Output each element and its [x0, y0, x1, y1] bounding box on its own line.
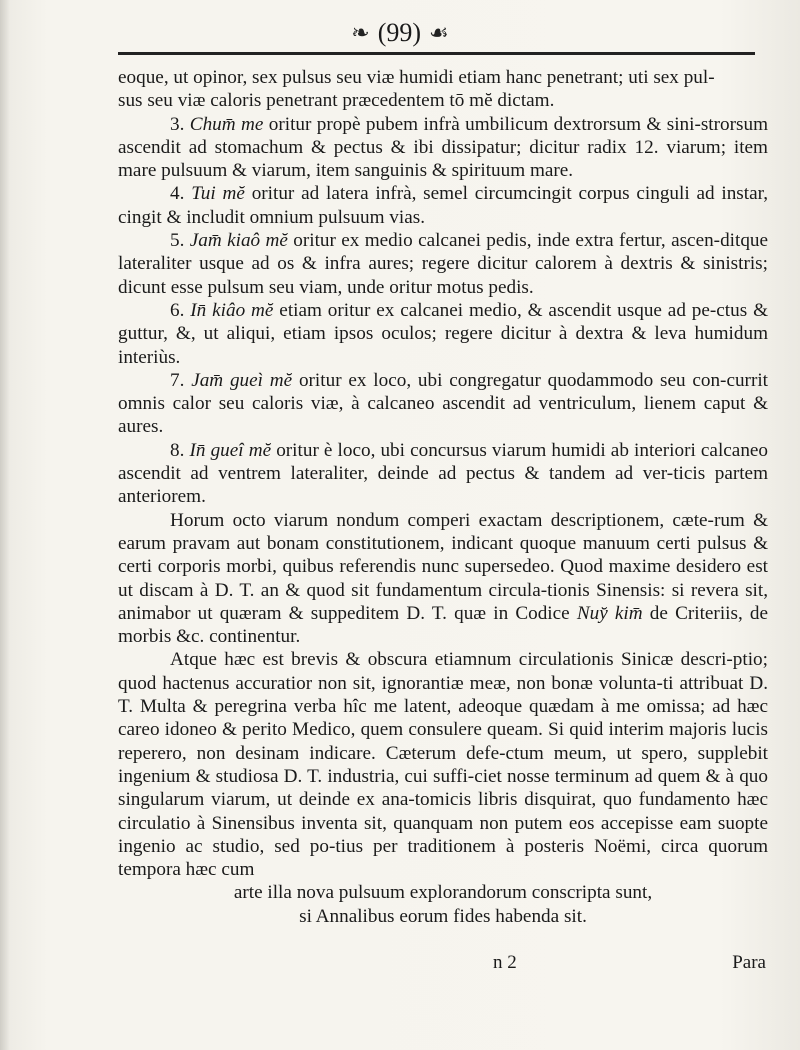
item-number: 7. [170, 369, 185, 391]
term: In̄ kiâo mĕ [190, 299, 274, 321]
page-edge-shadow [0, 0, 10, 1050]
page-header [0, 18, 800, 52]
paragraph-8 [118, 439, 768, 509]
ornament-left-icon: ❧ [351, 20, 370, 45]
paragraph-6 [118, 299, 768, 369]
term: Jam̄ gueì mĕ [191, 369, 293, 391]
page-number: (99) [377, 18, 422, 47]
item-number: 6. [170, 299, 185, 321]
paragraph-9 [118, 509, 768, 649]
paragraph-text: de Criteriis, de morbis &c. continentur. [118, 602, 769, 648]
text-line: sus seu viæ caloris penetrant præcedentem tō mĕ dictam. [118, 90, 555, 112]
paragraph-text: oritur ex loco, ubi congregatur quodammodo seu con-currit omnis calor seu caloris viæ, à calcaneo ascendit ad ventriculum, lienem caput & aures. [118, 369, 768, 438]
paragraph-text: oritur propè pubem infrà umbilicum dextrorsum & sini-strorsum ascendit ad stomachum & pectus & ibi dissipatur; dicitur radix 12. viarum; item mare pulsuum & viarum, item sanguinis & spirituum mare. [118, 113, 768, 182]
paragraph-text: oritur è loco, ubi concursus viarum humidi ab interiori calcaneo ascendit ad ventrem lateraliter, deinde ad pectus & tandem ad ver-ticis partem anteriorem. [118, 439, 769, 508]
paragraph-7 [118, 369, 768, 439]
term: In̄ gueî mĕ [189, 439, 272, 461]
paragraph-text: oritur ad latera infrà, semel circumcingit corpus cinguli ad instar, cingit & includit omnium pulsuum vias. [118, 183, 769, 228]
catchword: Para [732, 952, 766, 973]
body-text [118, 66, 768, 928]
text-line: eoque, ut opinor, sex pulsus seu viæ humidi etiam hanc penetrant; uti sex pul- [118, 67, 715, 88]
item-number: 8. [170, 439, 185, 461]
paragraph-text: oritur ex medio calcanei pedis, inde extra fertur, ascen-ditque lateraliter usque ad os & infra aures; regere dicitur calorem à dextris & sinistris; dicunt esse pulsum seu viam, unde oritur motus pedis. [118, 230, 769, 298]
term: Tui mĕ [191, 183, 245, 205]
item-number: 4. [170, 183, 185, 205]
paragraph-10: Atque hæc est brevis & obscura etiamnum circulationis Sinicæ descri-ptio; quod hactenus accuratior non sit, ignorantiæ meæ, non bonæ volunta-ti attribuat D. T. Multa & peregrina verba hîc me latent, adeoque quædam à me omissa; ad hæc careo idoneo & perito Medico, quem consulere queam. Si quid interim majoris lucis reperero, non desinam indicare. Cæterum defe-ctum meum, ut spero, supplebit ingenium & studiosa D. T. industria, cui suffi-ciet nosse terminum ad quem & à quo singularum viarum, ut deinde ex ana-tomicis libris disquirat, quo fundamento hæc circulatio à Sinensibus inventa sit, quanquam non putem eos accepisse eam suopte ingenio ac studio, sed po-tius per traditionem à posteris Noëmi, circa quorum tempora hæc cum [118, 649, 768, 881]
item-number: 3. [170, 113, 185, 135]
term: Nuy̆ kim̄ [576, 602, 643, 624]
signature-mark: n 2 [493, 952, 517, 973]
item-number: 5. [170, 230, 185, 252]
closing-line-2: si Annalibus eorum fides habenda sit. [299, 905, 587, 927]
paragraph-5 [118, 229, 768, 299]
ornament-right-icon: ☙ [429, 20, 449, 45]
closing-line-1: arte illa nova pulsuum explorandorum conscripta sunt, [233, 882, 653, 904]
page-footer [118, 952, 768, 980]
term: Jam̄ kiaô mĕ [189, 230, 288, 252]
paragraph-text: etiam oritur ex calcanei medio, & ascendit usque ad pe-ctus & guttur, &, ut aliqui, etiam ipsos oculos; regere dicitur à dextra & leva humidum interiùs. [118, 299, 768, 368]
paragraph-3 [118, 113, 768, 183]
page-number-group [351, 18, 449, 48]
term: Chum̄ me [189, 113, 264, 135]
paragraph-text: Horum octo viarum nondum comperi exactam descriptionem, cætе-rum & earum pravam aut bonam constitutionem, indicant quoque manuum certi pulsus & certi corporis morbi, quibus referendis nunc supersedeo. Quod maxime desidero est ut discam à D. T. an & quod sit fundamentum circula-tionis Sinensis: si revera sit, animabor ut quæram & suppeditem D. T. quæ in Codice [118, 509, 768, 624]
header-rule [118, 52, 755, 55]
paragraph-4 [118, 182, 768, 229]
